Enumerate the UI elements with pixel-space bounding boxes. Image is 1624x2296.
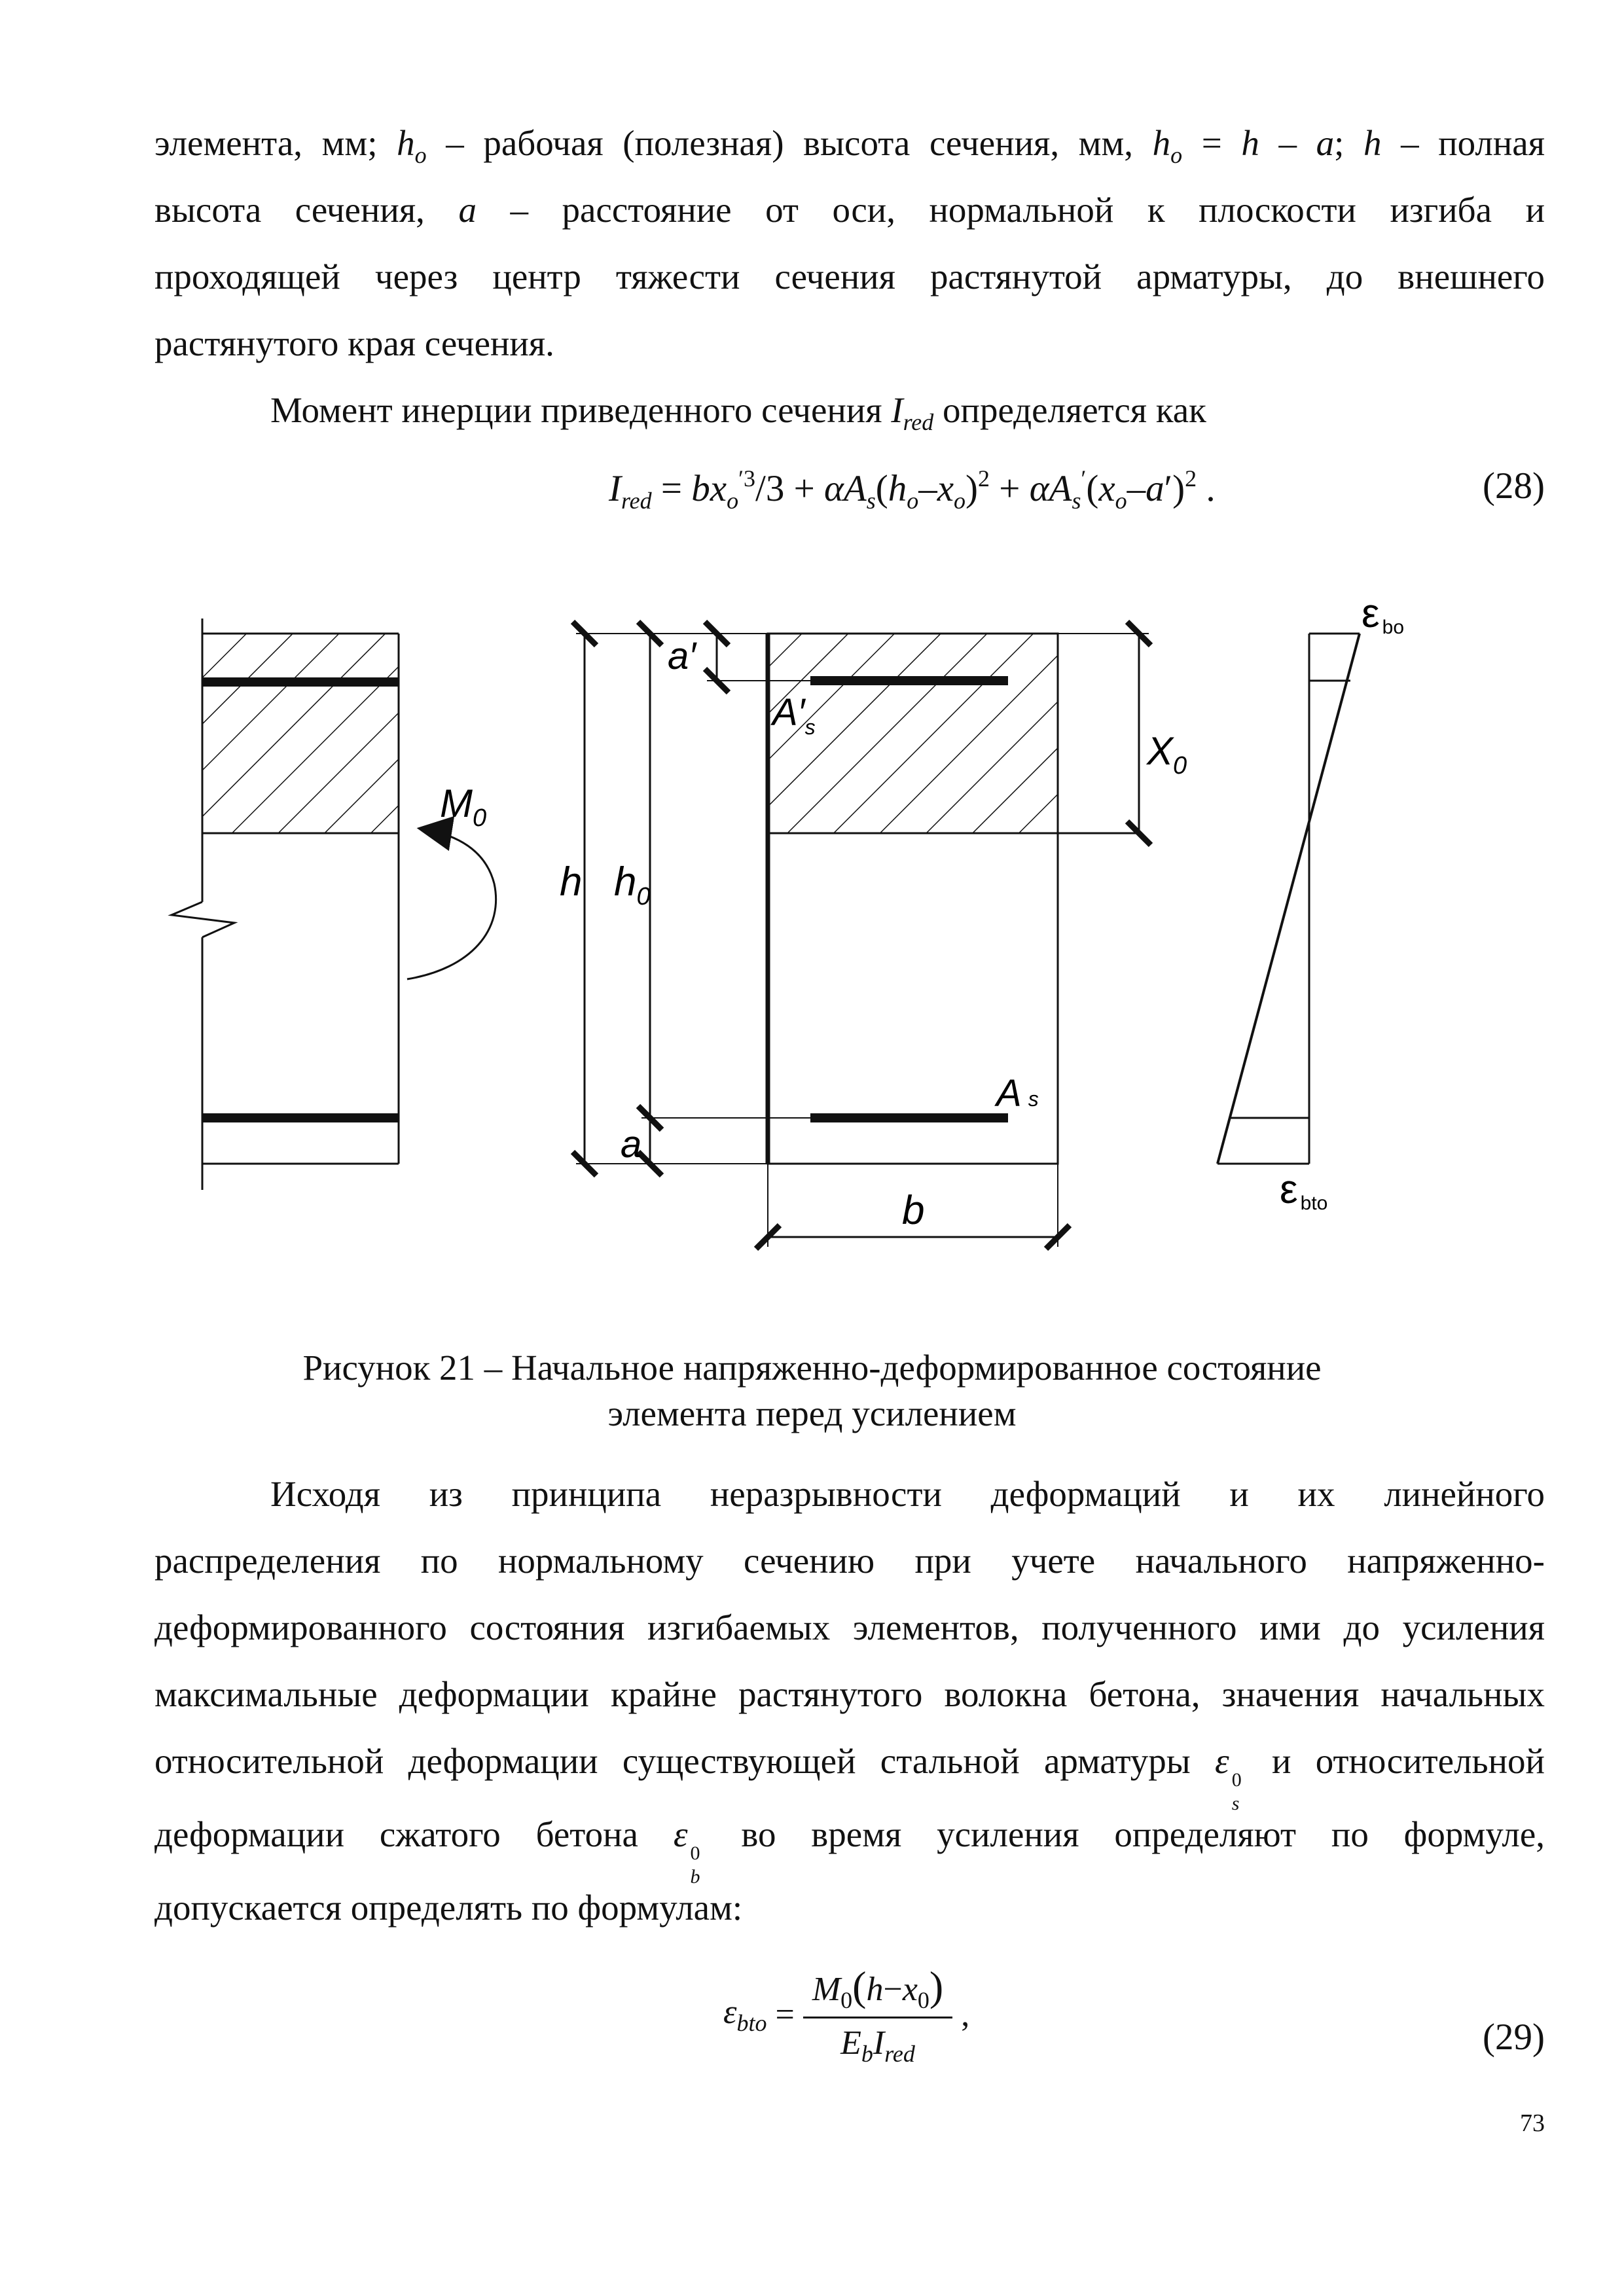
b-label: b: [902, 1188, 925, 1233]
moment-arrow: [407, 829, 496, 979]
paragraph-2: [154, 1461, 1545, 1941]
beam-compression-hatch: [202, 634, 399, 833]
paragraph-1-line-1: элемента, мм; $h_o$ – рабочая (полезная) высота сечения, мм, $h_o = h - a$; h – полная: [154, 123, 1545, 168]
paragraph-2-line-7: допускается определять по формулам:: [154, 1888, 743, 1928]
eps-bo-label: εbo: [1362, 591, 1405, 638]
as-prime-label: $A'_s$: [772, 691, 816, 739]
paragraph-2-line-3: деформированного состояния изгибаемых элементов, полученного ими до усиления: [154, 1607, 1545, 1647]
h0-label: $h_0$: [614, 859, 651, 910]
formula-29-denominator: $E_bI_{red}$: [840, 2024, 915, 2067]
as-label: As: [996, 1072, 1039, 1115]
formula-28: $I_{red} = bx_o^{'3}/3 + \alpha A_s(h_o-x_o)^2 + \alpha A_s'(x_o-a')^2$ .: [609, 465, 1216, 514]
paragraph-1-line-2: высота сечения, a – расстояние от оси, нормальной к плоскости изгиба и: [154, 190, 1545, 230]
beam-elevation: [171, 619, 496, 1190]
a-prime-label: a′: [668, 635, 696, 677]
x0-label: $X_0$: [1147, 729, 1187, 780]
strain-diagram: [1218, 591, 1404, 1214]
eps-bto-label: εbto: [1280, 1167, 1328, 1214]
cross-section: [560, 634, 1187, 1247]
paragraph-2-line-1: Исходя из принципа неразрывности деформаций и их линейного: [270, 1474, 1545, 1514]
a-label: a: [621, 1123, 642, 1166]
caption-line-2: элемента перед усилением: [607, 1393, 1017, 1433]
beam-break-mark: [171, 902, 234, 937]
paragraph-1-line-3: проходящей через центр тяжести сечения растянутой арматуры, до внешнего: [154, 257, 1545, 296]
strain-distribution-line: [1218, 634, 1360, 1164]
caption-line-1: Рисунок 21 – Начальное напряженно-деформированное состояние: [302, 1348, 1322, 1388]
formula-28-number: (28): [1483, 465, 1545, 507]
m0-label: $M_0$: [440, 781, 487, 832]
paragraph-2-line-4: максимальные деформации крайне растянутого волокна бетона, значения начальных: [154, 1674, 1545, 1714]
formula-29: $\varepsilon_{bto}$ = $\frac{M_0(h-x_0)}{E_bI_{red}}$ ,: [723, 1963, 970, 2067]
paragraph-1-line-4: растянутого края сечения.: [154, 323, 554, 363]
formula-29-fraction: [803, 1962, 952, 2068]
h-label: h: [560, 859, 583, 905]
moment-line: Момент инерции приведенного сечения $I_{red}$ определяется как: [270, 390, 1206, 435]
paragraph-2-line-6: деформации сжатого бетона ε 0 b во время усиления определяют по формуле,: [154, 1814, 1545, 1888]
figure-caption: [0, 1345, 1624, 1437]
paragraph-2-line-5: относительной деформации существующей стальной арматуры ε 0 s и относительной: [154, 1741, 1545, 1814]
formula-29-number: (29): [1483, 2017, 1545, 2058]
paragraph-2-line-2: распределения по нормальному сечению при учете начального напряженно-: [154, 1541, 1545, 1581]
formula-29-numerator: $M_0(h-x_0)$: [803, 1962, 952, 2018]
page-number: 73: [1520, 2109, 1545, 2137]
